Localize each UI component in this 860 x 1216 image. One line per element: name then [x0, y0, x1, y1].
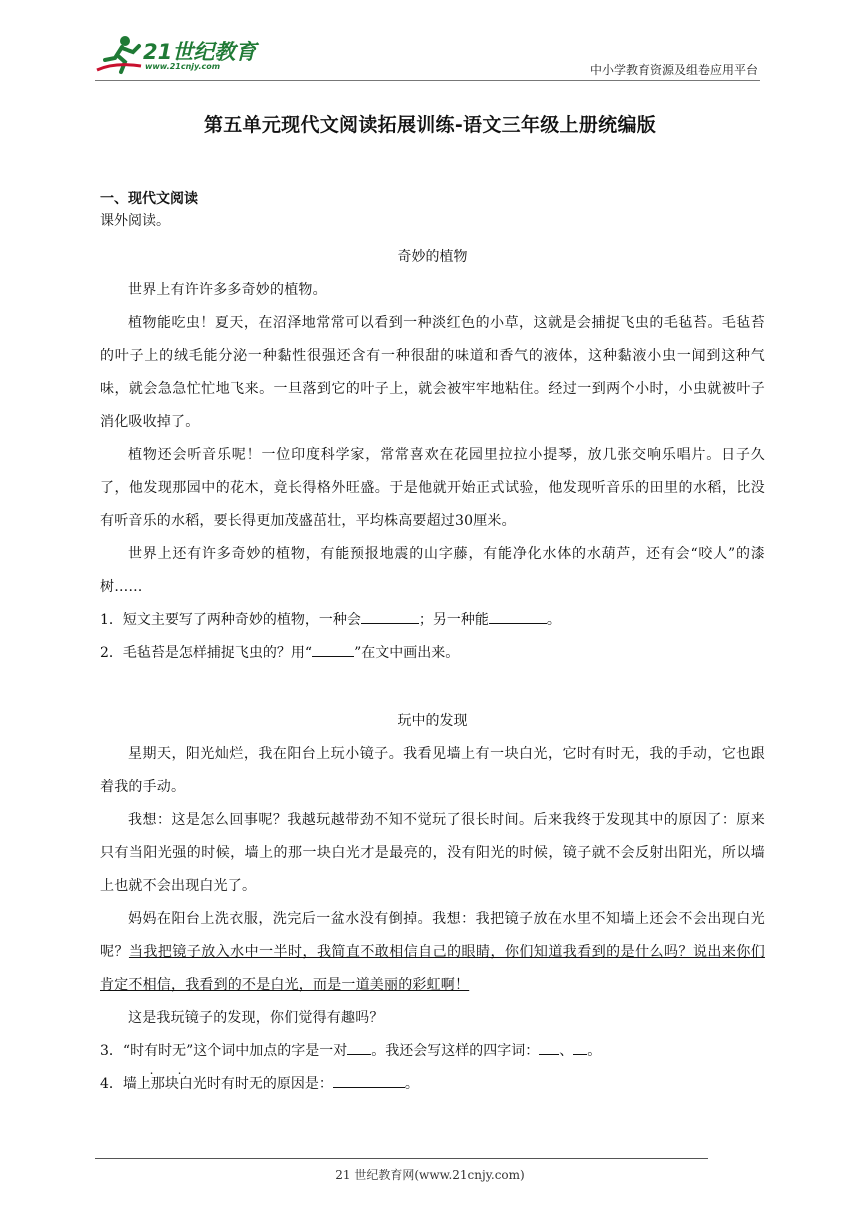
question-text: 。我还会写这样的四字词： [371, 1043, 540, 1059]
question-text: ”在文中画出来。 [354, 645, 460, 661]
logo-url: www.21cnjy.com [145, 62, 221, 71]
question-text: ；另一种能 [418, 612, 489, 628]
passage1-paragraph: 植物能吃虫！夏天，在沼泽地常常可以看到一种淡红色的小草，这就是会捕捉飞虫的毛毡苔。毛毡苔的叶子上的绒毛能分泌一种黏性很强还含有一种很甜的味道和香气的液体，这种黏液小虫一闻到这种气味，就会急急忙忙地飞来。一旦落到它的叶子上，就会被牢牢地粘住。经过一到两个小时，小虫就被叶子消化吸收掉了。 [100, 315, 765, 430]
section-heading: 一、现代文阅读 [100, 191, 198, 207]
question-3 [100, 1035, 765, 1068]
question-text: 1．短文主要写了两种奇妙的植物，一种会 [100, 612, 361, 628]
document-body [100, 188, 765, 1101]
question-text: 3．“ [100, 1043, 131, 1059]
passage2-paragraph: 我想：这是怎么回事呢？我越玩越带劲不知不觉玩了很长时间。后来我终于发现其中的原因了：原来只有当阳光强的时候，墙上的那一块白光才是最亮的，没有阳光的时候，镜子就不会反射出阳光，所以墙上也就不会出现白光了。 [100, 812, 765, 894]
passage2-paragraph: 星期天，阳光灿烂，我在阳台上玩小镜子。我看见墙上有一块白光，它时有时无，我的手动，它也跟着我的手动。 [100, 746, 765, 795]
answer-blank[interactable] [539, 1040, 559, 1055]
answer-blank[interactable] [347, 1040, 371, 1055]
passage2-paragraph [100, 903, 765, 1002]
question-1 [100, 604, 765, 637]
question-text: 2．毛毡苔是怎样捕捉飞虫的？用“ [100, 645, 313, 661]
page-footer: 21 世纪教育网(www.21cnjy.com) [335, 1168, 525, 1182]
passage1-paragraph: 世界上有许许多多奇妙的植物。 [128, 282, 327, 298]
question-text: 。 [404, 1076, 419, 1092]
question-2 [100, 637, 765, 670]
underlined-sentence: 当我把镜子放入水中一半时，我简直不敢相信自己的眼睛，你们知道我看到的是什么吗？说出来你们肯定不相信，我看到的不是白光，而是一道美丽的彩虹啊！ [100, 944, 765, 993]
answer-blank[interactable] [361, 609, 419, 624]
question-text: 。 [546, 612, 561, 628]
logo-text: 21世纪教育 [143, 40, 257, 64]
page-header [95, 30, 760, 81]
paragraph-text: 妈妈在阳台上洗衣服，洗完后一盆水没有倒掉。我想：我把镜子放在水里不知墙上还会不会出现白光呢？ [100, 911, 765, 960]
dotted-char: 有 [144, 1043, 159, 1059]
runner-logo-icon [95, 34, 145, 76]
section-intro: 课外阅读。 [100, 213, 170, 229]
dotted-char: 无 [172, 1043, 187, 1059]
answer-blank[interactable] [573, 1040, 587, 1055]
passage2-title: 玩中的发现 [397, 713, 468, 729]
question-text: 。 [587, 1043, 602, 1059]
underline-sample [312, 642, 354, 657]
answer-blank[interactable] [489, 609, 547, 624]
passage1-title: 奇妙的植物 [397, 249, 468, 265]
answer-blank[interactable] [333, 1073, 405, 1088]
question-char: 时 [130, 1043, 145, 1059]
platform-name: 中小学教育资源及组卷应用平台 [589, 63, 758, 77]
site-logo [95, 34, 265, 76]
question-4 [100, 1068, 765, 1101]
passage2-paragraph: 这是我玩镜子的发现，你们觉得有趣吗？ [128, 1010, 384, 1026]
passage1-paragraph: 世界上还有许多奇妙的植物，有能预报地震的山字藤，有能净化水体的水葫芦，还有会“咬人”的漆树…… [100, 546, 765, 595]
page-title: 第五单元现代文阅读拓展训练-语文三年级上册统编版 [203, 114, 657, 136]
question-text: 、 [559, 1043, 574, 1059]
question-char: 时 [158, 1043, 173, 1059]
question-text: ”这个词中加点的字是一对 [186, 1043, 348, 1059]
question-text: 4．墙上那块白光时有时无的原因是： [100, 1076, 333, 1092]
passage1-paragraph: 植物还会听音乐呢！一位印度科学家，常常喜欢在花园里拉拉小提琴，放几张交响乐唱片。日子久了，他发现那园中的花木，竟长得格外旺盛。于是他就开始正式试验，他发现听音乐的田里的水稻，比没有听音乐的水稻，要长得更加茂盛茁壮，平均株高要超过30厘米。 [100, 447, 765, 529]
footer-divider [95, 1158, 708, 1159]
